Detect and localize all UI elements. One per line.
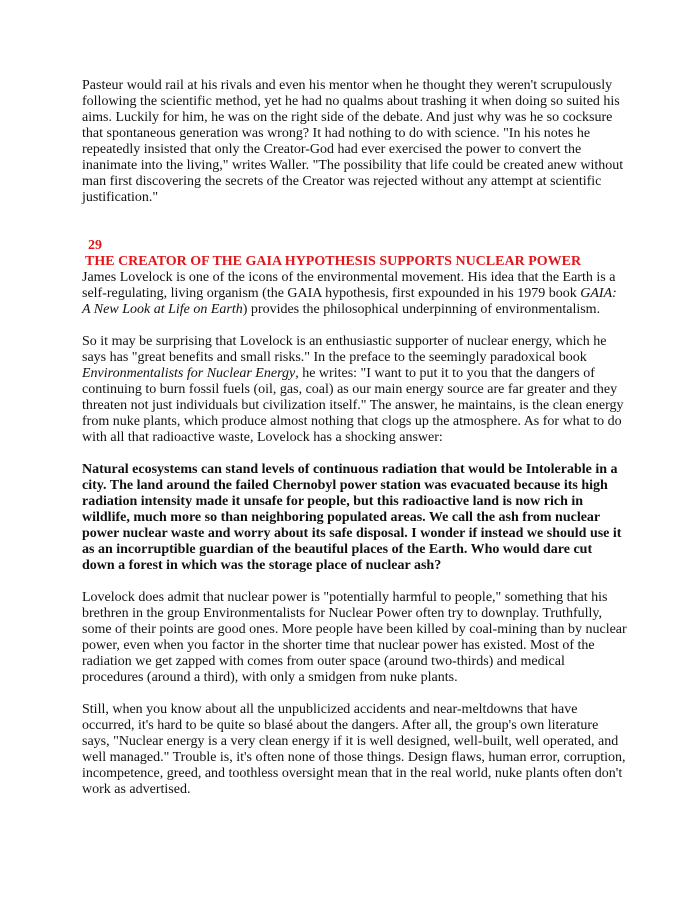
paragraph — [82, 702, 627, 798]
text-line — [82, 398, 627, 414]
text-run: incompetence, greed, and toothless oversight mean that in the real world, nuke plants often don't — [82, 766, 623, 781]
text-line — [82, 494, 627, 510]
paragraph — [82, 78, 627, 206]
text-run: Pasteur would rail at his rivals and even his mentor when he thought they weren't scrupulously — [82, 78, 613, 93]
text-run: as an incorruptible guardian of the beautiful places of the Earth. Who would dare cut — [82, 542, 593, 557]
section-heading — [82, 238, 627, 270]
text-run: wildlife, much more so than neighboring populated areas. We call the ash from nuclear — [82, 510, 601, 525]
text-run: threaten not just individuals but civilization itself." The answer, he maintains, is the clean energy — [82, 398, 624, 413]
text-line — [82, 174, 627, 190]
text-line — [82, 670, 627, 686]
text-run: procedures (around a third), with only a smidgen from nuke plants. — [82, 670, 458, 685]
text-run: inanimate into the living," writes Waller. "The possibility that life could be created anew without — [82, 158, 624, 173]
text-run: radiation intensity made it unsafe for people, but this radioactive land is now rich in — [82, 494, 584, 509]
previous-section-text — [82, 78, 627, 206]
text-line — [82, 638, 627, 654]
text-line — [82, 350, 627, 366]
text-run: repeatedly insisted that only the Creator-God had ever exercised the power to convert the — [82, 142, 582, 157]
italic-title: Environmentalists for Nuclear Energy — [82, 366, 296, 381]
text-run: brethren in the group Environmentalists for Nuclear Power often try to downplay. Truthfully, — [82, 606, 602, 621]
text-run: ) provides the philosophical underpinning of environmentalism. — [242, 302, 601, 317]
text-line — [82, 526, 627, 542]
text-line — [82, 734, 627, 750]
text-run: power, even when you factor in the shorter time that nuclear power has existed. Most of the — [82, 638, 595, 653]
text-line — [82, 430, 627, 446]
text-line — [82, 270, 627, 286]
text-line — [82, 382, 627, 398]
document-page — [82, 78, 627, 814]
text-line — [82, 414, 627, 430]
paragraph — [82, 270, 627, 318]
text-run: city. The land around the failed Chernobyl power station was evacuated because its high — [82, 478, 608, 493]
text-run: self-regulating, living organism (the GAIA hypothesis, first expounded in his 1979 book — [82, 286, 581, 301]
text-run: following the scientific method, yet he had no qualms about trashing it when doing so suited his — [82, 94, 620, 109]
text-run: continuing to burn fossil fuels (oil, gas, coal) as our main energy source are far greater and they — [82, 382, 618, 397]
text-run: with all that radioactive waste, Lovelock has a shocking answer: — [82, 430, 443, 445]
text-line — [82, 718, 627, 734]
text-run: man first discovering the secrets of the Creator was rejected without any attempt at scientific — [82, 174, 602, 189]
text-run: James Lovelock is one of the icons of the environmental movement. His idea that the Earth is a — [82, 270, 616, 285]
text-line — [82, 334, 627, 350]
text-line — [82, 158, 627, 174]
text-run: So it may be surprising that Lovelock is an enthusiastic supporter of nuclear energy, which he — [82, 334, 607, 349]
text-line — [82, 782, 627, 798]
text-line — [82, 94, 627, 110]
text-line — [82, 606, 627, 622]
text-line — [82, 750, 627, 766]
text-line — [82, 654, 627, 670]
text-line — [82, 558, 627, 574]
paragraph — [82, 590, 627, 686]
text-line — [82, 126, 627, 142]
text-line — [82, 478, 627, 494]
text-line — [82, 510, 627, 526]
italic-title: GAIA: — [580, 286, 617, 301]
text-line — [82, 110, 627, 126]
text-run: power nuclear waste and worry about its safe disposal. I wonder if instead we should use it — [82, 526, 622, 541]
text-run: that spontaneous generation was wrong? It had nothing to do with science. "In his notes he — [82, 126, 591, 141]
text-run: down a forest in which was the storage place of nuclear ash? — [82, 558, 442, 573]
text-run: justification." — [82, 190, 159, 205]
text-line — [82, 622, 627, 638]
text-run: Natural ecosystems can stand levels of continuous radiation that would be Intolerable in a — [82, 462, 618, 477]
text-line — [82, 78, 627, 94]
text-run: well managed." Trouble is, it's often none of those things. Design flaws, human error, corruption, — [82, 750, 626, 765]
text-run: occurred, it's hard to be quite so blasé about the dangers. After all, the group's own literature — [82, 718, 599, 733]
text-line — [82, 462, 627, 478]
text-line — [82, 766, 627, 782]
text-line — [82, 142, 627, 158]
text-run: Lovelock does admit that nuclear power is "potentially harmful to people," something that his — [82, 590, 608, 605]
text-run: says, "Nuclear energy is a very clean energy if it is well designed, well-built, well operated, and — [82, 734, 619, 749]
text-run: work as advertised. — [82, 782, 191, 797]
text-run: says has "great benefits and small risks." In the preface to the seemingly paradoxical book — [82, 350, 587, 365]
section-body — [82, 270, 627, 798]
section-title: THE CREATOR OF THE GAIA HYPOTHESIS SUPPORTS NUCLEAR POWER — [85, 254, 582, 269]
paragraph — [82, 334, 627, 446]
italic-title: A New Look at Life on Earth — [82, 302, 243, 317]
text-run: aims. Luckily for him, he was on the right side of the debate. And just why was he so cocksure — [82, 110, 613, 125]
text-line — [82, 590, 627, 606]
section-number: 29 — [88, 238, 102, 253]
text-line — [82, 190, 627, 206]
text-run: Still, when you know about all the unpublicized accidents and near-meltdowns that have — [82, 702, 578, 717]
text-line — [82, 366, 627, 382]
block-quote — [82, 462, 627, 574]
text-line — [82, 542, 627, 558]
text-run: some of their points are good ones. More people have been killed by coal-mining than by nuclear — [82, 622, 627, 637]
text-run: radiation we get zapped with comes from outer space (around two-thirds) and medical — [82, 654, 565, 669]
text-line — [82, 302, 627, 318]
text-line — [82, 286, 627, 302]
text-line — [82, 702, 627, 718]
text-run: from nuke plants, which produce almost nothing that clogs up the atmosphere. As for what to do — [82, 414, 622, 429]
text-run: , he writes: "I want to put it to you that the dangers of — [295, 366, 595, 381]
